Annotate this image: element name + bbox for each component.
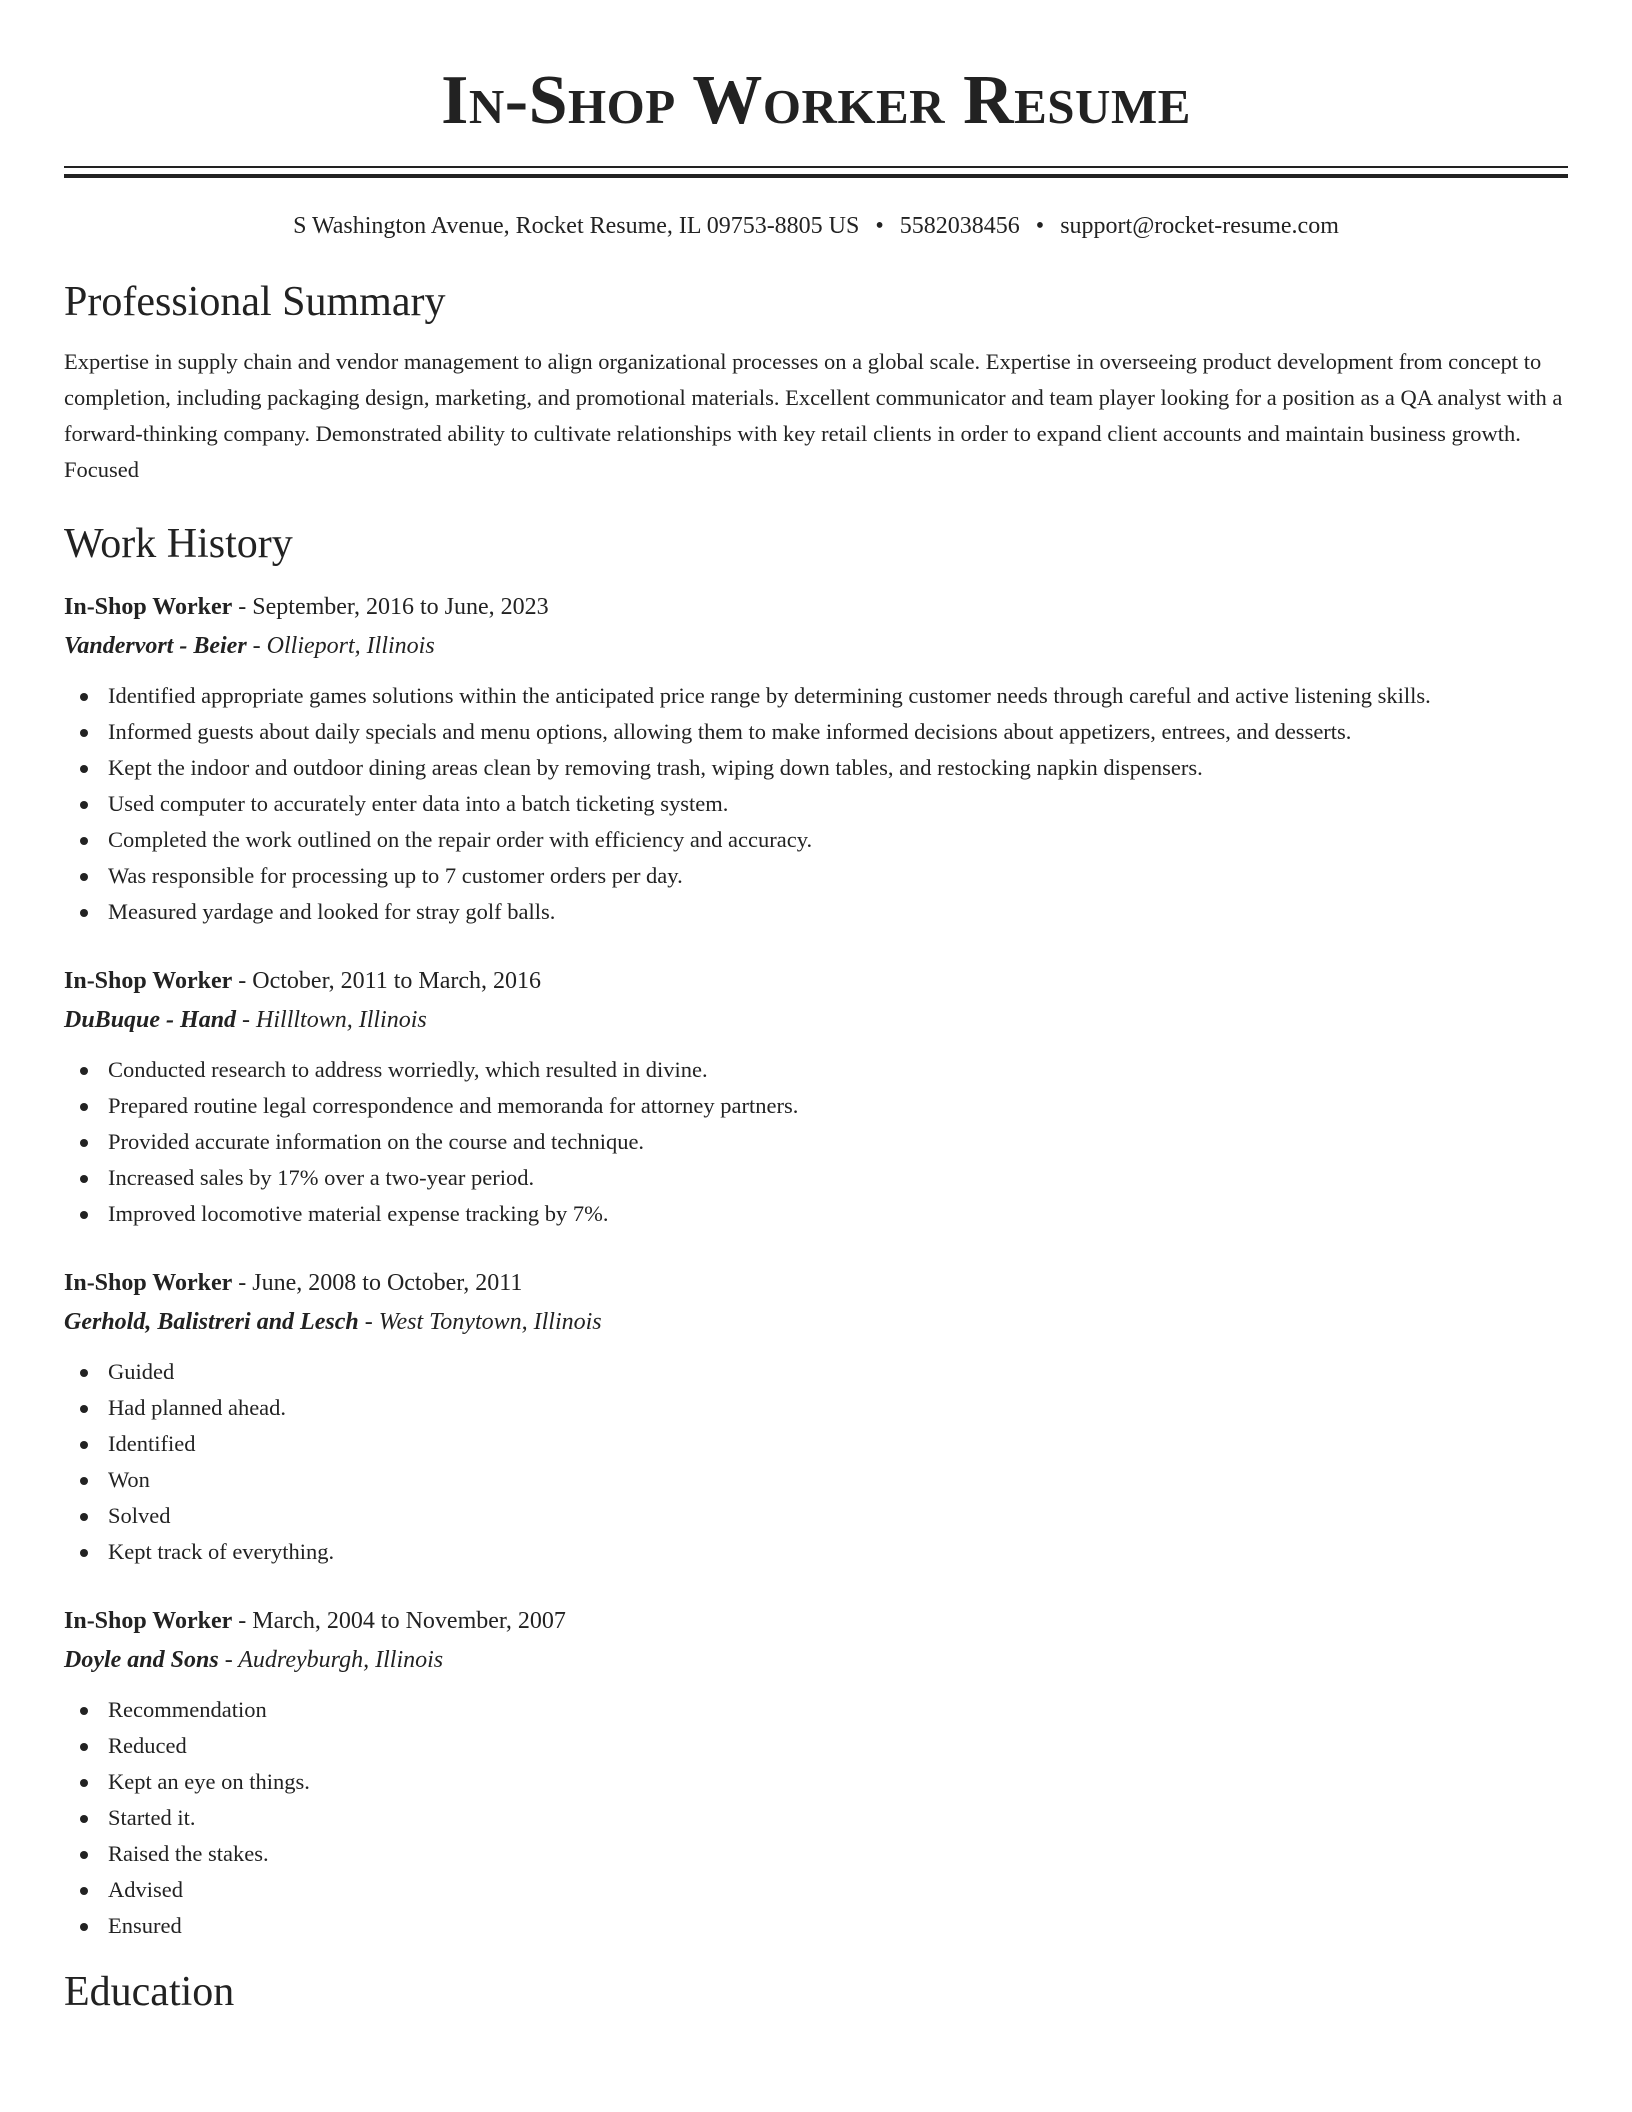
- job-bullet-list: [64, 678, 1568, 930]
- job-company: Doyle and Sons: [64, 1647, 219, 1673]
- job-bullet: Kept track of everything.: [64, 1534, 1568, 1570]
- contact-email[interactable]: support@rocket-resume.com: [1060, 213, 1339, 239]
- job-bullet: Measured yardage and looked for stray golf balls.: [64, 894, 1568, 930]
- job-dash: -: [246, 633, 267, 659]
- contact-separator: •: [1035, 213, 1045, 239]
- job-dates: March, 2004 to November, 2007: [252, 1608, 566, 1634]
- job-company: Vandervort - Beier: [64, 633, 247, 659]
- job-bullet: Conducted research to address worriedly, which resulted in divine.: [64, 1052, 1568, 1088]
- job-bullet: Solved: [64, 1498, 1568, 1534]
- job-title-line: [64, 588, 1568, 627]
- job-title-line: [64, 962, 1568, 1001]
- job-bullet: Identified appropriate games solutions within the anticipated price range by determining customer needs through careful and active listening skills.: [64, 678, 1568, 714]
- job-bullet: Was responsible for processing up to 7 customer orders per day.: [64, 858, 1568, 894]
- job-bullet: Had planned ahead.: [64, 1390, 1568, 1426]
- job-bullet-list: [64, 1354, 1568, 1570]
- job-bullet: Raised the stakes.: [64, 1836, 1568, 1872]
- job-bullet: Completed the work outlined on the repair order with efficiency and accuracy.: [64, 822, 1568, 858]
- job-bullet: Prepared routine legal correspondence and memoranda for attorney partners.: [64, 1088, 1568, 1124]
- job-bullet: Advised: [64, 1872, 1568, 1908]
- job-entry: [64, 588, 1568, 930]
- job-location: Ollieport, Illinois: [266, 633, 435, 659]
- job-dash: -: [232, 968, 253, 994]
- work-history-heading: Work History: [64, 521, 293, 567]
- job-dash: -: [236, 1007, 257, 1033]
- job-dash: -: [358, 1309, 379, 1335]
- job-entry: [64, 1602, 1568, 1944]
- title-divider-thin: [64, 166, 1568, 168]
- job-bullet: Guided: [64, 1354, 1568, 1390]
- job-dates: September, 2016 to June, 2023: [252, 594, 549, 620]
- job-dash: -: [218, 1647, 239, 1673]
- summary-text: Expertise in supply chain and vendor management to align organizational processes on a global scale. Expertise in overseeing product development from concept to completion, including packaging design, marketing, and promotional materials. Excellent communicator and team player looking for a position as a QA analyst with a forward-thinking company. Demonstrated ability to cultivate relationships with key retail clients in order to expand client accounts and maintain business growth. Focused: [64, 349, 1563, 482]
- job-company: Gerhold, Balistreri and Lesch: [64, 1309, 359, 1335]
- job-bullet: Identified: [64, 1426, 1568, 1462]
- job-location: Hillltown, Illinois: [256, 1007, 427, 1033]
- job-employer-line: [64, 1303, 1568, 1342]
- contact-separator: •: [875, 213, 884, 239]
- job-bullet: Ensured: [64, 1908, 1568, 1944]
- job-bullet: Used computer to accurately enter data into a batch ticketing system.: [64, 786, 1568, 822]
- job-title: In-Shop Worker: [64, 594, 233, 620]
- education-heading: Education: [64, 1969, 235, 2015]
- title-divider-thick: [64, 174, 1568, 178]
- job-employer-line: [64, 627, 1568, 666]
- job-bullet: Reduced: [64, 1728, 1568, 1764]
- job-bullet: Provided accurate information on the course and technique.: [64, 1124, 1568, 1160]
- job-bullet: Started it.: [64, 1800, 1568, 1836]
- job-entry: [64, 1264, 1568, 1570]
- job-bullet: Increased sales by 17% over a two-year period.: [64, 1160, 1568, 1196]
- job-bullet: Improved locomotive material expense tracking by 7%.: [64, 1196, 1568, 1232]
- contact-address: S Washington Avenue, Rocket Resume, IL 09753-8805 US: [293, 213, 860, 239]
- job-dash: -: [232, 1270, 253, 1296]
- contact-line: [64, 206, 1568, 246]
- job-location: West Tonytown, Illinois: [378, 1309, 602, 1335]
- job-dash: -: [232, 594, 253, 620]
- job-dates: October, 2011 to March, 2016: [252, 968, 542, 994]
- job-bullet: Won: [64, 1462, 1568, 1498]
- summary-heading: Professional Summary: [64, 279, 446, 325]
- job-title: In-Shop Worker: [64, 1270, 233, 1296]
- job-location: Audreyburgh, Illinois: [238, 1647, 444, 1673]
- job-title: In-Shop Worker: [64, 1608, 233, 1634]
- job-bullet: Kept an eye on things.: [64, 1764, 1568, 1800]
- job-employer-line: [64, 1001, 1568, 1040]
- resume-title: In-Shop Worker Resume: [441, 62, 1191, 139]
- contact-phone: 5582038456: [899, 213, 1020, 239]
- job-bullet: Recommendation: [64, 1692, 1568, 1728]
- job-bullet: Informed guests about daily specials and menu options, allowing them to make informed decisions about appetizers, entrees, and desserts.: [64, 714, 1568, 750]
- job-title-line: [64, 1264, 1568, 1303]
- job-dates: June, 2008 to October, 2011: [252, 1270, 523, 1296]
- job-entry: [64, 962, 1568, 1232]
- job-title: In-Shop Worker: [64, 968, 233, 994]
- job-title-line: [64, 1602, 1568, 1641]
- resume-page: [64, 0, 1568, 2020]
- job-employer-line: [64, 1641, 1568, 1680]
- job-bullet-list: [64, 1052, 1568, 1232]
- job-bullet-list: [64, 1692, 1568, 1944]
- job-dash: -: [232, 1608, 253, 1634]
- job-company: DuBuque - Hand: [64, 1007, 237, 1033]
- job-bullet: Kept the indoor and outdoor dining areas clean by removing trash, wiping down tables, and restocking napkin dispensers.: [64, 750, 1568, 786]
